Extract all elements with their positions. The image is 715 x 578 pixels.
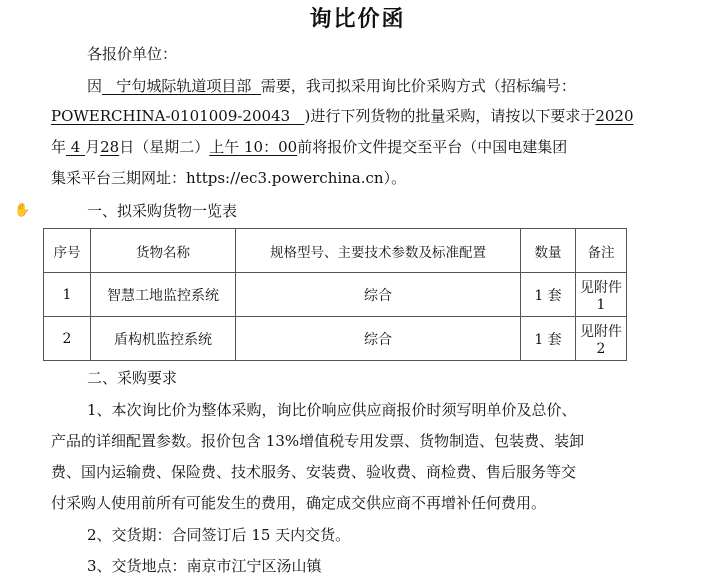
month: 4 — [70, 138, 81, 156]
header-spec: 规格型号、主要技术参数及标准配置 — [236, 229, 521, 273]
table-row — [44, 273, 627, 317]
day: 28 — [100, 138, 120, 156]
time: 上午 10：00 — [209, 138, 298, 156]
year: 2020 — [595, 107, 634, 125]
month-suffix: 月 — [85, 138, 101, 156]
table-header-row — [44, 229, 627, 273]
header-remark: 备注 — [576, 229, 627, 273]
cell-quantity: 1 套 — [521, 317, 576, 361]
requirement-1-line-1: 1、本次询比价为整体采购，询比价响应供应商报价时须写明单价及总价、 — [87, 401, 577, 419]
salutation: 各报价单位： — [87, 45, 178, 63]
cell-index: 2 — [44, 317, 91, 361]
intro-line-4: 集采平台三期网址：https://ec3.powerchina.cn）。 — [51, 169, 407, 187]
document-title: 询比价函 — [309, 7, 406, 32]
bid-number: POWERCHINA-0101009-20043 — [51, 107, 291, 125]
cell-quantity: 1 套 — [521, 273, 576, 317]
section1-heading: 一、拟采购货物一览表 — [87, 202, 238, 220]
year-suffix: 年 — [51, 138, 67, 156]
cell-remark: 见附件 1 — [576, 273, 627, 317]
cell-spec: 综合 — [236, 273, 521, 317]
requirement-1-line-3: 费、国内运输费、保险费、技术服务、安装费、验收费、商检费、售后服务等交 — [51, 463, 577, 481]
day-suffix: 日（星期二） — [119, 138, 210, 156]
goods-table — [43, 228, 627, 361]
header-index: 序号 — [44, 229, 91, 273]
cell-goods-name: 盾构机监控系统 — [91, 317, 236, 361]
header-goods-name: 货物名称 — [91, 229, 236, 273]
intro-middle-1: 需要，我司拟采用询比价采购方式（招标编号： — [260, 77, 576, 95]
requirement-1-line-2: 产品的详细配置参数。报价包含 13%增值税专用发票、货物制造、包装费、装卸 — [51, 432, 585, 450]
hand-cursor-icon: ✋ — [14, 203, 31, 218]
cell-index: 1 — [44, 273, 91, 317]
section2-heading: 二、采购要求 — [87, 369, 178, 387]
table-row — [44, 317, 627, 361]
requirement-3: 3、交货地点：南京市江宁区汤山镇 — [87, 557, 322, 575]
cell-goods-name: 智慧工地监控系统 — [91, 273, 236, 317]
requirement-1-line-4: 付采购人使用前所有可能发生的费用，确定成交供应商不再增补任何费用。 — [51, 494, 547, 512]
cell-spec: 综合 — [236, 317, 521, 361]
project-name: 宁句城际轨道项目部 — [116, 77, 252, 95]
intro-line-1 — [87, 76, 576, 96]
requirement-2: 2、交货期：合同签订后 15 天内交货。 — [87, 526, 351, 544]
header-quantity: 数量 — [521, 229, 576, 273]
cell-remark: 见附件 2 — [576, 317, 627, 361]
intro-line-2 — [51, 106, 634, 126]
intro-line-3 — [51, 137, 567, 157]
intro-prefix: 因 — [87, 77, 103, 95]
intro-middle-2: )进行下列货物的批量采购，请按以下要求于 — [304, 107, 596, 125]
intro-middle-3: 前将报价文件提交至平台（中国电建集团 — [297, 138, 568, 156]
